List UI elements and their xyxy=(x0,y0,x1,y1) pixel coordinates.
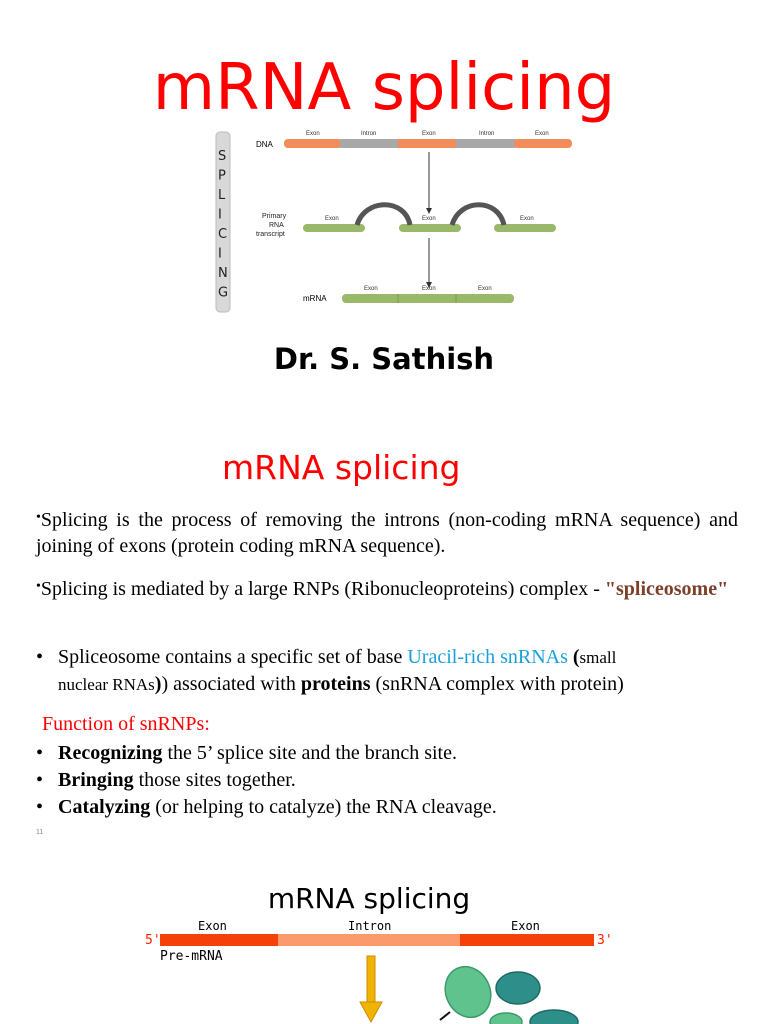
spliceosome-term: "spliceosome" xyxy=(604,578,729,600)
page-number: 11 xyxy=(36,829,44,836)
three-prime-label: 3' xyxy=(597,933,613,948)
uracil-rich-snrnas: Uracil-rich snRNAs xyxy=(407,646,568,668)
dna-label-1: Intron xyxy=(361,131,377,137)
side-letter: G xyxy=(218,285,229,301)
intron-loop-1 xyxy=(357,205,410,225)
function-heading: Function of snRNPs: xyxy=(42,713,210,735)
side-letter: S xyxy=(218,149,227,164)
side-letter: I xyxy=(218,246,222,262)
mrna-row-label: mRNA xyxy=(303,294,327,303)
pre-mrna-exon-left-label: Exon xyxy=(198,919,227,933)
primary-label-1: Exon xyxy=(422,216,436,222)
pre-mrna-intron-label: Intron xyxy=(348,919,392,933)
five-prime-label: 5' xyxy=(145,933,161,948)
dna-label-3: Intron xyxy=(479,131,495,137)
mrna-label-0: Exon xyxy=(364,286,378,292)
primary-label-2: Exon xyxy=(520,216,534,222)
dna-row-label: DNA xyxy=(256,140,273,149)
primary-row-label xyxy=(256,213,287,238)
paragraph-splicing-definition: •Splicing is the process of removing the introns (non-coding mRNA sequence) and joining of exons (protein coding mRNA sequence). xyxy=(36,509,738,557)
svg-text:Primary: Primary xyxy=(262,213,287,220)
paragraph-snrna: • Spliceosome contains a specific set of base Uracil-rich snRNAs (small nuclear RNAs)) associated with proteins (snRNA complex with protein) xyxy=(36,646,624,695)
svg-text:RNA: RNA xyxy=(269,222,284,229)
side-letter: C xyxy=(218,227,228,242)
exon-right-bar xyxy=(460,934,594,946)
pre-mrna-diagram xyxy=(140,914,620,1024)
slide1-title: mRNA splicing xyxy=(152,51,616,125)
slide3-title: mRNA splicing xyxy=(267,882,471,915)
mrna-label-1: Exon xyxy=(422,286,436,292)
author-name: Dr. S. Sathish xyxy=(273,342,495,376)
function-item-recognizing: • Recognizing the 5’ splice site and the branch site. xyxy=(36,742,457,764)
function-item-catalyzing: • Catalyzing (or helping to catalyze) the RNA cleavage. xyxy=(36,796,497,818)
intron-loop-2 xyxy=(452,205,504,225)
intron-bar xyxy=(278,934,460,946)
dna-strand xyxy=(284,139,572,148)
svg-text:transcript: transcript xyxy=(256,231,285,238)
dna-label-4: Exon xyxy=(535,131,549,137)
paragraph-spliceosome: •Splicing is mediated by a large RNPs (Ribonucleoproteins) complex - "spliceosome" xyxy=(36,578,729,600)
side-letter: N xyxy=(218,266,228,281)
splicing-diagram xyxy=(200,128,580,318)
side-letter: L xyxy=(218,188,226,203)
pre-mrna-label: Pre-mRNA xyxy=(160,949,223,964)
function-item-bringing: • Bringing those sites together. xyxy=(36,769,296,791)
down-arrow-icon xyxy=(360,956,382,1022)
dna-label-2: Exon xyxy=(422,131,436,137)
pre-mrna-exon-right-label: Exon xyxy=(511,919,540,933)
spliceosome-blobs-icon xyxy=(437,959,578,1024)
mrna-label-2: Exon xyxy=(478,286,492,292)
side-letter: P xyxy=(218,168,226,184)
exon-left-bar xyxy=(160,934,278,946)
mrna-strand xyxy=(342,294,514,303)
slide2-title: mRNA splicing xyxy=(222,448,461,487)
side-letter: I xyxy=(218,207,222,223)
dna-label-0: Exon xyxy=(306,131,320,137)
primary-label-0: Exon xyxy=(325,216,339,222)
